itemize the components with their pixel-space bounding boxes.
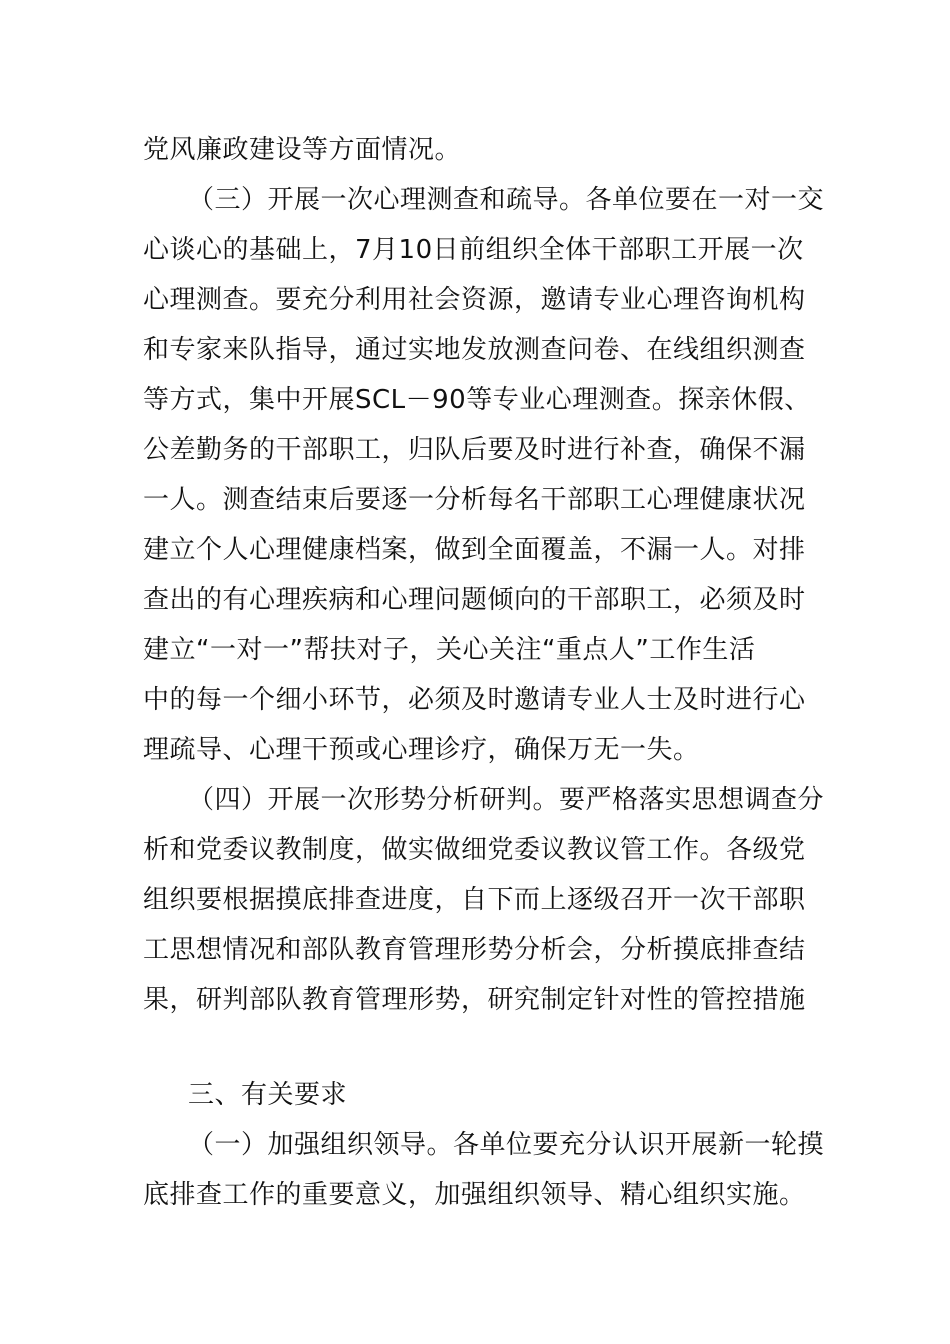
text-line-12: 中的每一个细小环节，必须及时邀请专业人士及时进行心	[143, 685, 806, 715]
text-line-4: 心理测查。要充分利用社会资源，邀请专业心理咨询机构	[143, 285, 806, 315]
paragraph-1-start: （一）加强组织领导。各单位要充分认识开展新一轮摸	[188, 1130, 825, 1160]
paragraph-4-start: （四）开展一次形势分析研判。要严格落实思想调查分	[188, 785, 825, 815]
text-line-9: 建立个人心理健康档案，做到全面覆盖，不漏一人。对排	[143, 535, 806, 565]
text-line-1: 党风廉政建设等方面情况。	[143, 135, 462, 165]
section-heading-requirements: 三、有关要求	[188, 1080, 348, 1110]
text-line-8: 一人。测查结束后要逐一分析每名干部职工心理健康状况	[143, 485, 806, 515]
text-line-21: 底排查工作的重要意义，加强组织领导、精心组织实施。	[143, 1180, 806, 1210]
text-line-15: 析和党委议教制度，做实做细党委议教议管工作。各级党	[143, 835, 806, 865]
text-line-6: 等方式，集中开展SCL－90等专业心理测查。探亲休假、	[143, 385, 811, 415]
text-line-18: 果，研判部队教育管理形势，研究制定针对性的管控措施	[143, 985, 806, 1015]
text-line-16: 组织要根据摸底排查进度，自下而上逐级召开一次干部职	[143, 885, 806, 915]
text-line-3: 心谈心的基础上，7月10日前组织全体干部职工开展一次	[143, 235, 804, 265]
text-line-17: 工思想情况和部队教育管理形势分析会，分析摸底排查结	[143, 935, 806, 965]
text-line-7: 公差勤务的干部职工，归队后要及时进行补查，确保不漏	[143, 435, 806, 465]
paragraph-3-start: （三）开展一次心理测查和疏导。各单位要在一对一交	[188, 185, 825, 215]
text-line-11: 建立“一对一”帮扶对子，关心关注“重点人”工作生活	[143, 635, 756, 665]
text-line-13: 理疏导、心理干预或心理诊疗，确保万无一失。	[143, 735, 700, 765]
text-line-5: 和专家来队指导，通过实地发放测查问卷、在线组织测查	[143, 335, 806, 365]
text-line-10: 查出的有心理疾病和心理问题倾向的干部职工，必须及时	[143, 585, 806, 615]
